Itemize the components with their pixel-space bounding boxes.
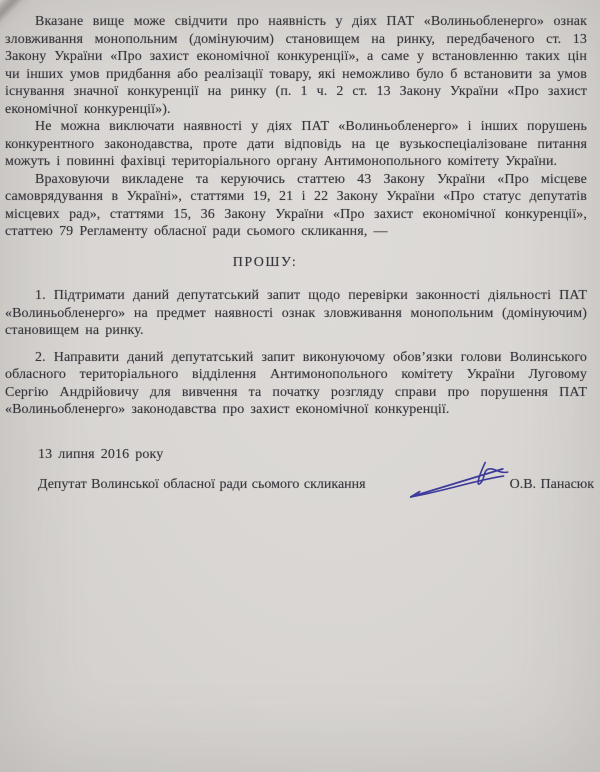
signoff-name: О.В. Панасюк [509,477,595,492]
signature-stroke-upper [410,469,502,497]
document-body [5,13,595,505]
paragraph-abuse-signs: Вказане вище може свідчити про наявність у діях ПАТ «Волиньобленерго» ознак зловживання монопольним (домінуючим) становищем на ринку, передбаченого ст. 13 Закону України «Про захист економічної конкуренції», а саме у встановленню таких цін чи інших умов придбання або реалізації товару, які неможливо було б встановити за умов існування значної конкуренції на ринку (п. 1 ч. 2 ст. 13 Закону України «Про захист економічної конкуренції»). [5,14,587,117]
paragraph-other-violations: Не можна виключати наявності у діях ПАТ «Волиньобленерго» і інших порушень конкурентного законодавства, проте дати відповідь на це вузькоспеціалізоване питання можуть і повинні фахівці територіального органу Антимонопольного комітету України. [5,119,587,169]
request-item-1: 1. Підтримати даний депутатський запит щодо перевірки законності діяльності ПАТ «Волиньобленерго» на предмет наявності ознак зловживання монопольним (домінуючим) становищем на ринку. [5,288,587,338]
signature-stroke-loop [478,463,508,485]
request-item-2: 2. Направити даний депутатський запит виконуючому обов’язки голови Волинського обласного територіального відділення Антимонопольного комітету України Луговому Сергію Андрійовичу для вивчення та початку розгляду справи про порушення ПАТ «Волиньобленерго» законодавства про захист економічної конкуренції. [5,349,587,417]
signature-stroke-lower [410,476,503,497]
signoff-row [5,476,595,505]
signoff-title: Депутат Волинської обласної ради сьомого скликання [38,477,366,492]
paragraph-legal-basis: Враховуючи викладене та керуючись статтею 43 Закону України «Про місцеве самоврядування в Україні», статтями 19, 21 і 22 Закону України «Про статус депутатів місцевих рад», статтями 15, 36 Закону України «Про захист економічної конкуренції», статтею 79 Регламенту обласної ради сьомого скликання, — [5,171,587,239]
date-line: 13 липня 2016 року [38,446,164,462]
handwritten-signature [406,460,510,505]
request-heading: ПРОШУ: [232,254,298,270]
